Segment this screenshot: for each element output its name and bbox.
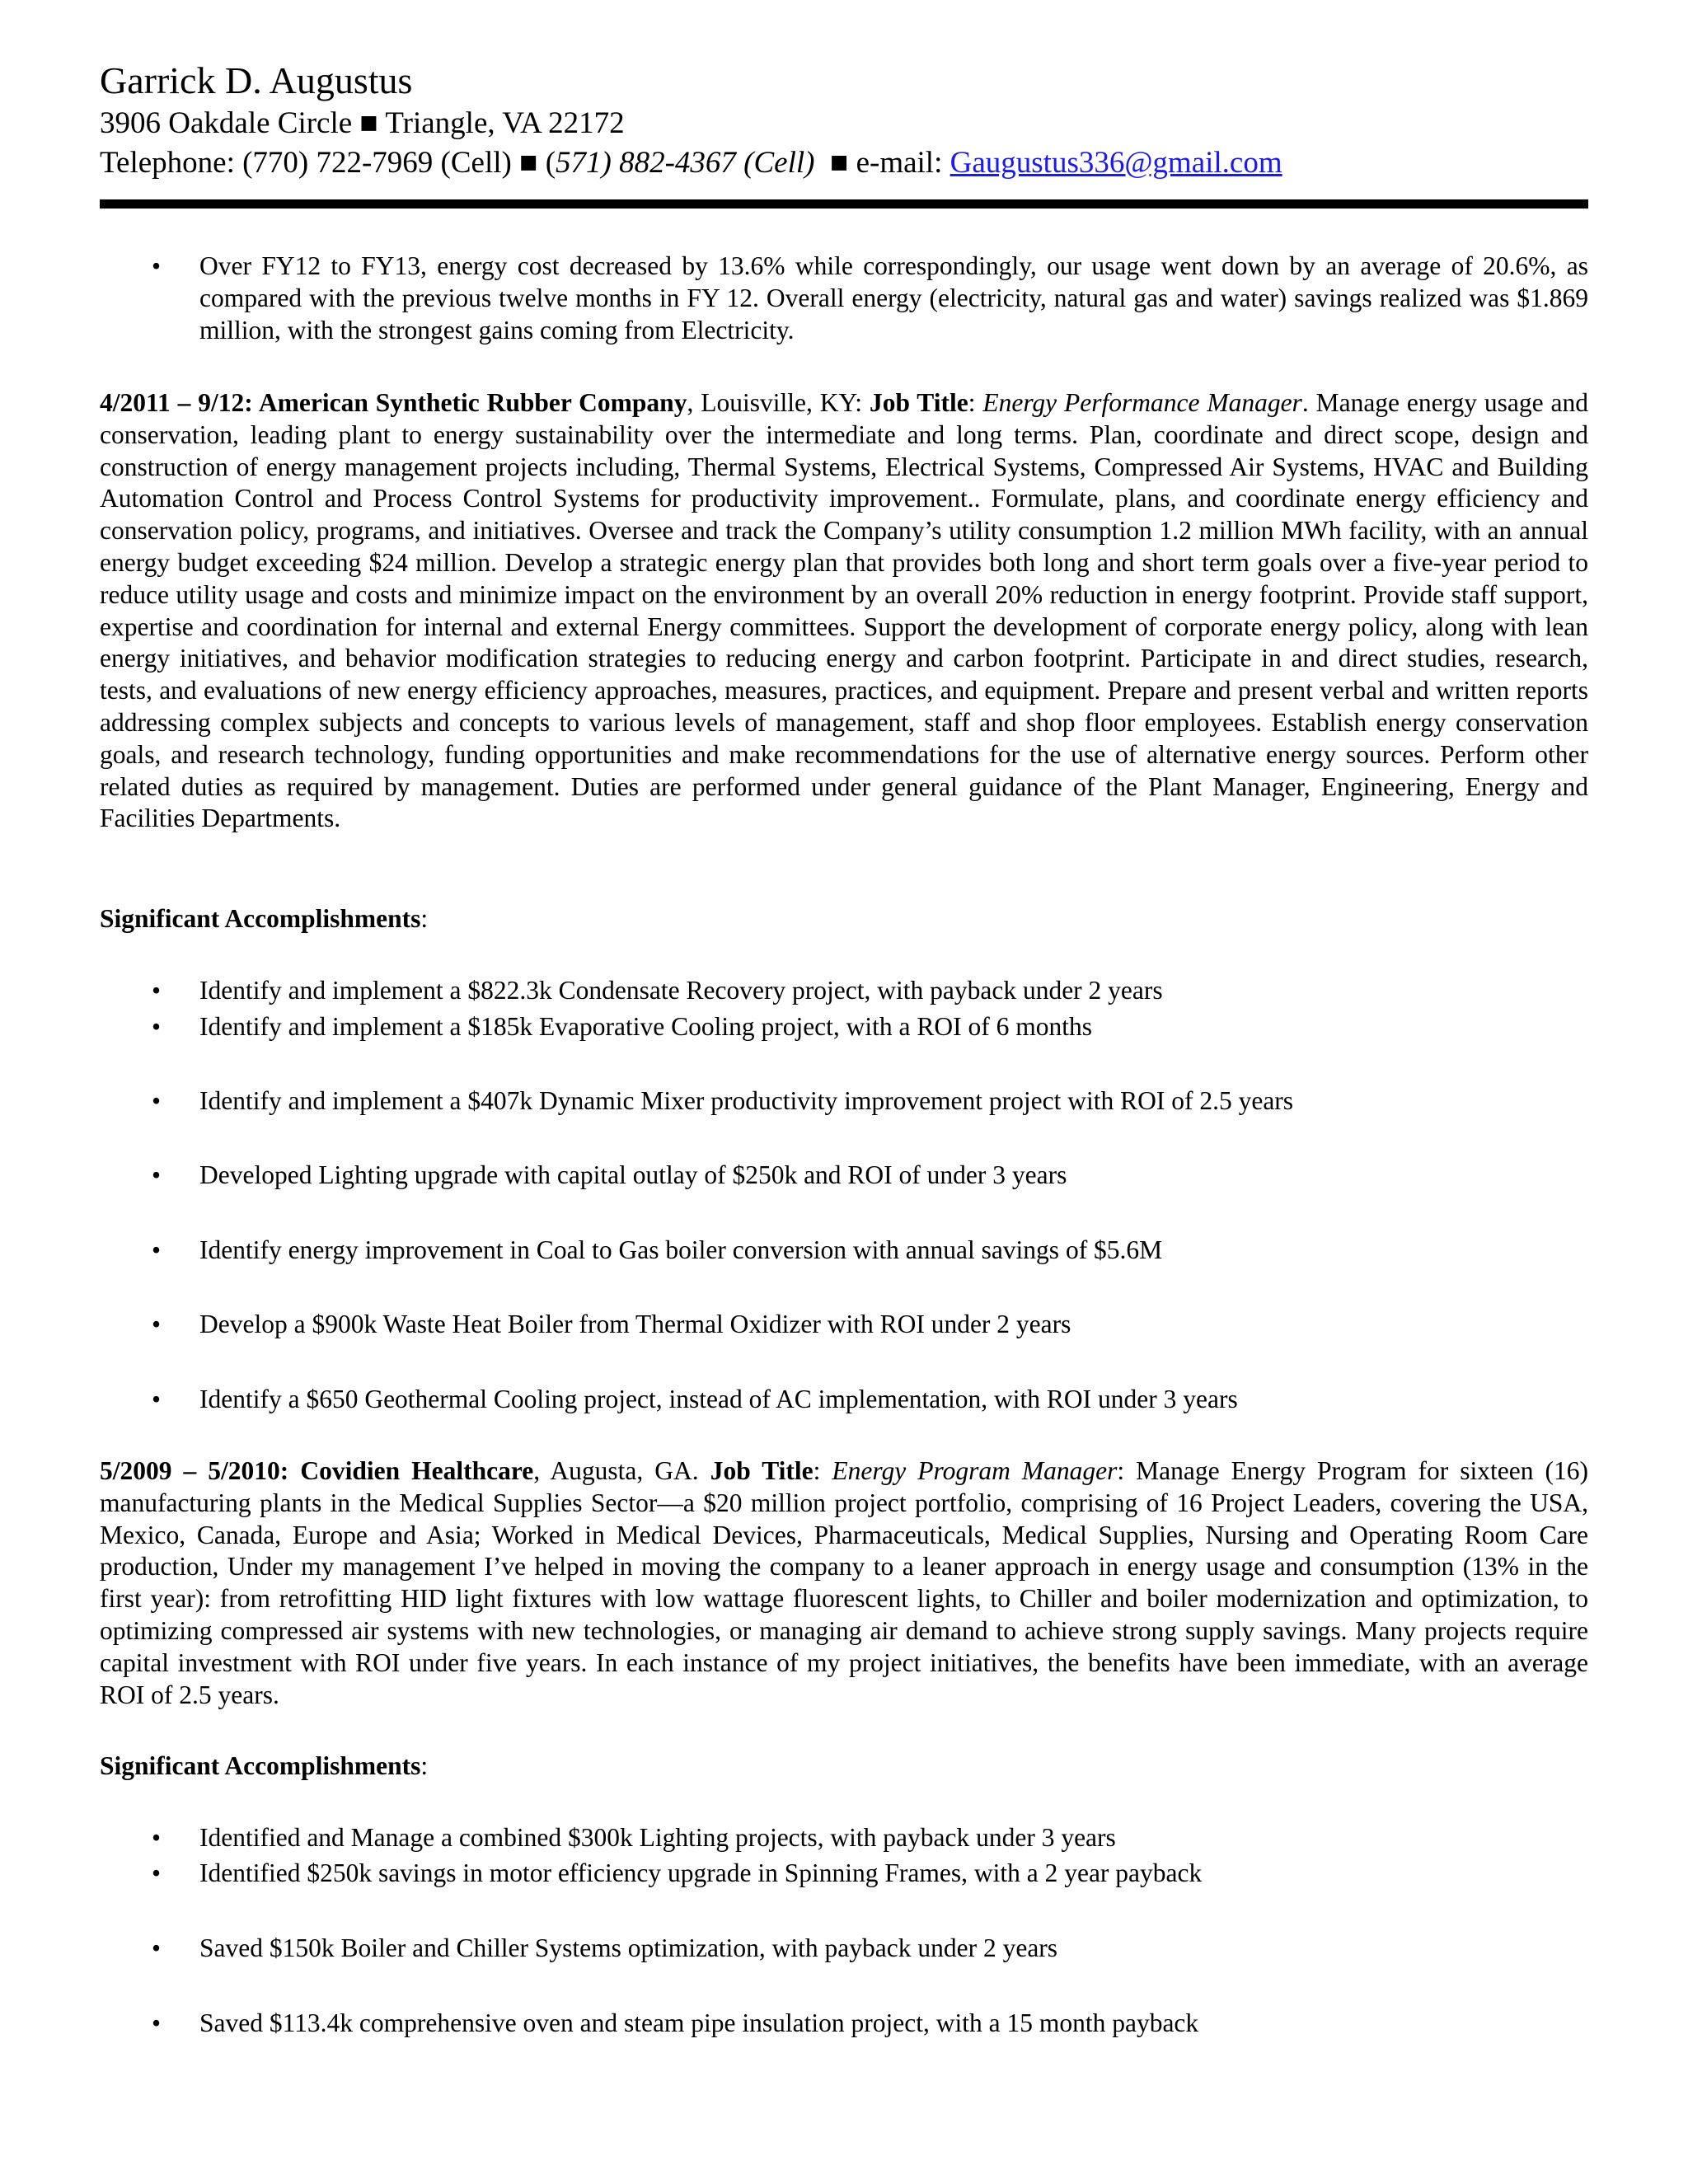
list-item: Saved $113.4k comprehensive oven and steam pipe insulation project, with a 15 month payback [199, 2008, 1199, 2037]
bullet-icon: • [152, 1160, 162, 1189]
list-item: Developed Lighting upgrade with capital outlay of $250k and ROI of under 3 years [199, 1160, 1067, 1189]
job1-location: , Louisville, KY: [687, 388, 870, 417]
bullet-icon: • [152, 1385, 162, 1413]
phone-text: Telephone: (770) 722-7969 (Cell) ■ ( [100, 146, 556, 180]
list-item: Develop a $900k Waste Heat Boiler from Thermal Oxidizer with ROI under 2 years [199, 1310, 1071, 1338]
bullet-icon: • [152, 1235, 162, 1264]
email-label: ■ e-mail: [814, 146, 950, 180]
job2-title-label: Job Title [710, 1456, 814, 1485]
job1-title-label: Job Title [869, 388, 968, 417]
bullet-icon: • [152, 251, 162, 280]
email-link[interactable]: Gaugustus336@gmail.com [950, 146, 1282, 180]
bullet-icon: • [152, 1086, 162, 1115]
job1-dates-company: 4/2011 – 9/12: American Synthetic Rubber Company [100, 388, 687, 417]
bullet-icon: • [152, 1823, 162, 1852]
bullet-icon: • [152, 976, 162, 1005]
list-item: Identified $250k savings in motor efficiency upgrade in Spinning Frames, with a 2 year payback [199, 1858, 1203, 1887]
job2-dates-company: 5/2009 – 5/2010: Covidien Healthcare [100, 1456, 534, 1485]
job2-paragraph: 5/2009 – 5/2010: Covidien Healthcare, Augusta, GA. Job Title: Energy Program Manager: Manage Energy Program for sixteen (16) manufacturing plants in the Medical Supplies Sector—a $20 million project portfolio, comprising of 16 Project Leaders, covering the USA, Mexico, Canada, Europe and Asia; Worked in Medical Devices, Pharmaceuticals, Medical Supplies, Nursing and Operating Room Care production, Under my management I’ve helped in moving the company to a leaner approach in energy usage and consumption (13% in the first year): from retrofitting HID light fixtures with low wattage fluorescent lights, to Chiller and boiler modernization and optimization, to optimizing compressed air systems with new technologies, or managing air demand to achieve strong supply savings. Many projects require capital investment with ROI under five years. In each instance of my project initiatives, the benefits have been immediate, with an average ROI of 2.5 years. [100, 1456, 1589, 1709]
contact-line [100, 143, 1588, 183]
list-item: Identify energy improvement in Coal to Gas boiler conversion with annual savings of $5.6M [199, 1235, 1163, 1264]
job1-description: . Manage energy usage and conservation, leading plant to energy sustainability over the intermediate and long terms. Plan, coordinate and direct scope, design and construction of energy management projects including, Thermal Systems, Electrical Systems, Compressed Air Systems, HVAC and Building Automation Control and Process Control Systems for productivity improvement.. Formulate, plans, and coordinate energy efficiency and conservation policy, programs, and initiatives. Oversee and track the Company’s utility consumption 1.2 million MWh facility, with an annual energy budget exceeding $24 million. Develop a strategic energy plan that provides both long and short term goals over a five-year period to reduce utility usage and costs and minimize impact on the environment by an overall 20% reduction in energy footprint. Provide staff support, expertise and coordination for internal and external Energy committees. Support the development of corporate energy policy, along with lean energy initiatives, and behavior modification strategies to reducing energy and carbon footprint. Participate in and direct studies, research, tests, and evaluations of new energy efficiency approaches, measures, practices, and equipment. Prepare and present verbal and written reports addressing complex subjects and concepts to various levels of management, staff and shop floor employees. Establish energy conservation goals, and research technology, funding opportunities and make recommendations for the use of alternative energy sources. Perform other related duties as required by management. Duties are performed under general guidance of the Plant Manager, Engineering, Energy and Facilities Departments. [100, 388, 1588, 833]
job2-accomplishments-heading: Significant Accomplishments: [100, 1751, 429, 1780]
list-item: Identify and implement a $407k Dynamic Mixer productivity improvement project with ROI of 2.5 years [199, 1086, 1294, 1115]
bullet-icon: • [152, 2008, 162, 2037]
header-divider [100, 199, 1588, 209]
bullet-icon: • [152, 1858, 162, 1887]
intro-bullet-text: Over FY12 to FY13, energy cost decreased by 13.6% while correspondingly, our usage went down by an average of 20.6%, as compared with the previous twelve months in FY 12. Overall energy (electricity, natural gas and water) savings realized was $1.869 million, with the strongest gains coming from Electricity. [199, 251, 1588, 344]
phone-alt-text: 571) 882-4367 (Cell) [556, 146, 815, 180]
bullet-icon: • [152, 1310, 162, 1338]
bullet-icon: • [152, 1933, 162, 1962]
job2-location: , Augusta, GA. [533, 1456, 710, 1485]
list-item: Identified and Manage a combined $300k Lighting projects, with payback under 3 years [199, 1823, 1116, 1852]
job2-title: Energy Program Manager [832, 1456, 1118, 1485]
address-line: 3906 Oakdale Circle ■ Triangle, VA 22172 [100, 106, 625, 140]
list-item: Identify and implement a $822.3k Condensate Recovery project, with payback under 2 years [199, 976, 1163, 1005]
list-item: Saved $150k Boiler and Chiller Systems optimization, with payback under 2 years [199, 1933, 1058, 1962]
job1-title: Energy Performance Manager [982, 388, 1302, 417]
job2-description: : Manage Energy Program for sixteen (16) manufacturing plants in the Medical Supplies Sector—a $20 million project portfolio, comprising of 16 Project Leaders, covering the USA, Mexico, Canada, Europe and Asia; Worked in Medical Devices, Pharmaceuticals, Medical Supplies, Nursing and Operating Room Care production, Under my management I’ve helped in moving the company to a leaner approach in energy usage and consumption (13% in the first year): from retrofitting HID light fixtures with low wattage fluorescent lights, to Chiller and boiler modernization and optimization, to optimizing compressed air systems with new technologies, or managing air demand to achieve strong supply savings. Many projects require capital investment with ROI under five years. In each instance of my project initiatives, the benefits have been immediate, with an average ROI of 2.5 years. [100, 1456, 1589, 1709]
list-item: Identify and implement a $185k Evaporative Cooling project, with a ROI of 6 months [199, 1012, 1093, 1041]
list-item: Identify a $650 Geothermal Cooling project, instead of AC implementation, with ROI under 3 years [199, 1385, 1238, 1413]
candidate-name: Garrick D. Augustus [100, 59, 413, 101]
job1-accomplishments-heading: Significant Accomplishments: [100, 904, 429, 933]
bullet-icon: • [152, 1012, 162, 1041]
resume-header [100, 58, 1588, 183]
job1-paragraph: 4/2011 – 9/12: American Synthetic Rubber Company, Louisville, KY: Job Title: Energy Performance Manager. Manage energy usage and conservation, leading plant to energy sustainability over the intermediate and long terms. Plan, coordinate and direct scope, design and construction of energy management projects including, Thermal Systems, Electrical Systems, Compressed Air Systems, HVAC and Building Automation Control and Process Control Systems for productivity improvement.. Formulate, plans, and coordinate energy efficiency and conservation policy, programs, and initiatives. Oversee and track the Company’s utility consumption 1.2 million MWh facility, with an annual energy budget exceeding $24 million. Develop a strategic energy plan that provides both long and short term goals over a five-year period to reduce utility usage and costs and minimize impact on the environment by an overall 20% reduction in energy footprint. Provide staff support, expertise and coordination for internal and external Energy committees. Support the development of corporate energy policy, along with lean energy initiatives, and behavior modification strategies to reducing energy and carbon footprint. Participate in and direct studies, research, tests, and evaluations of new energy efficiency approaches, measures, practices, and equipment. Prepare and present verbal and written reports addressing complex subjects and concepts to various levels of management, staff and shop floor employees. Establish energy conservation goals, and research technology, funding opportunities and make recommendations for the use of alternative energy sources. Perform other related duties as required by management. Duties are performed under general guidance of the Plant Manager, Engineering, Energy and Facilities Departments. [100, 388, 1588, 833]
